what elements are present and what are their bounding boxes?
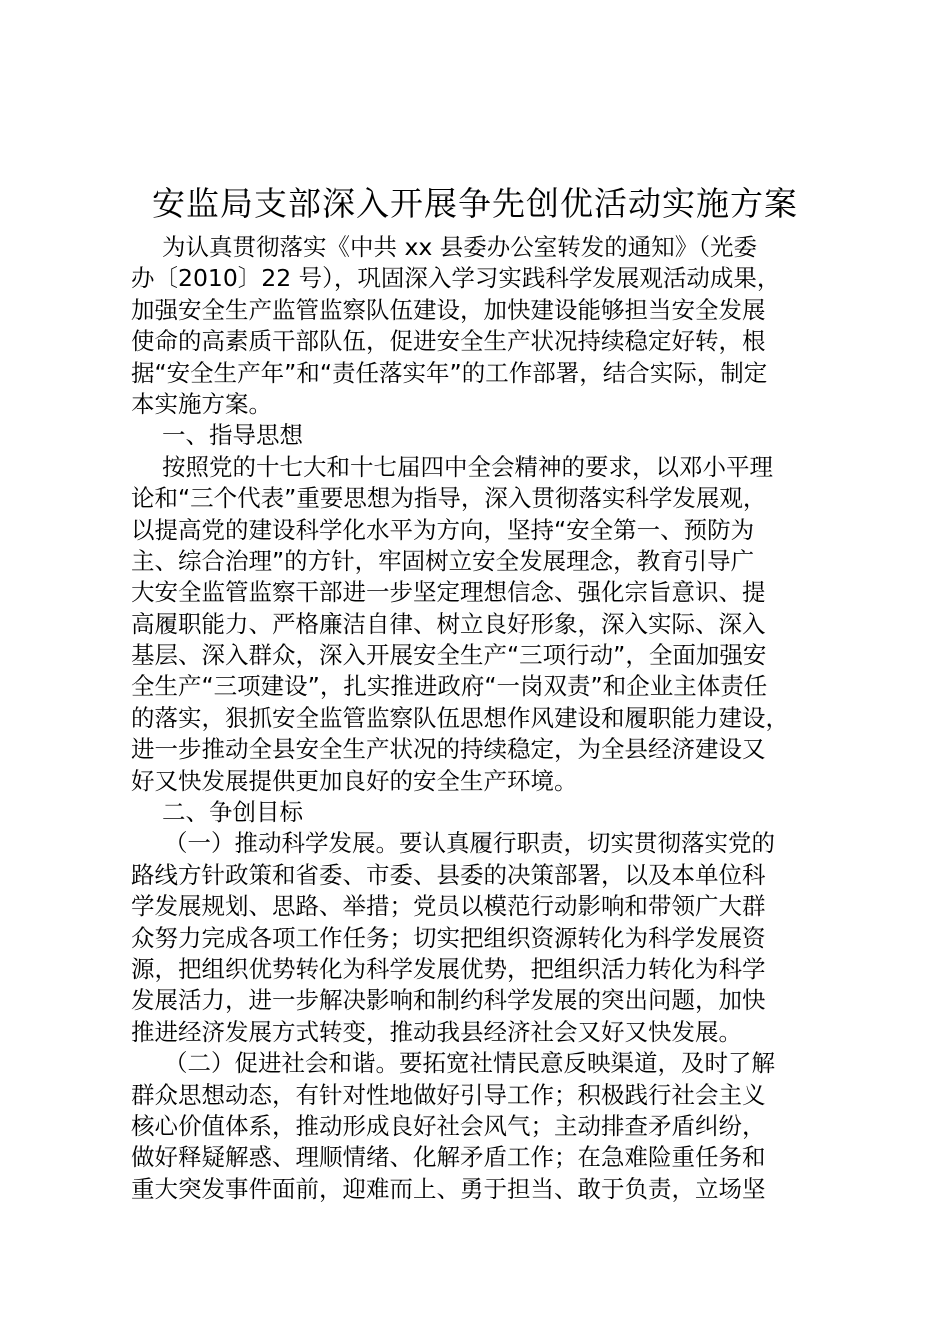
paragraph-line: 路线方针政策和省委、市委、县委的决策部署，以及本单位科	[131, 860, 766, 889]
paragraph-line: 学发展规划、思路、举措；党员以模范行动影响和带领广大群	[131, 892, 766, 921]
paragraph-line: 基层、深入群众，深入开展安全生产“三项行动”，全面加强安	[131, 641, 767, 670]
paragraph-line: 以提高党的建设科学化水平为方向，坚持“安全第一、预防为	[131, 515, 755, 544]
paragraph-line: 论和“三个代表”重要思想为指导，深入贯彻落实科学发展观，	[131, 484, 767, 513]
paragraph-line: 据“安全生产年”和“责任落实年”的工作部署，结合实际，制定	[131, 358, 768, 387]
paragraph-line: （二）促进社会和谐。要拓宽社情民意反映渠道，及时了解	[164, 1049, 775, 1078]
paragraph-line: 办〔2010〕22 号），巩固深入学习实践科学发展观活动成果，	[131, 264, 781, 293]
paragraph-line: 使命的高素质干部队伍，促进安全生产状况持续稳定好转，根	[131, 327, 766, 356]
paragraph-line: 按照党的十七大和十七届四中全会精神的要求，以邓小平理	[162, 452, 773, 481]
paragraph-line: 重大突发事件面前，迎难而上、勇于担当、敢于负责，立场坚	[131, 1174, 766, 1203]
paragraph-line: 加强安全生产监管监察队伍建设，加快建设能够担当安全发展	[131, 295, 766, 324]
paragraph-line: 群众思想动态，有针对性地做好引导工作；积极践行社会主义	[131, 1080, 766, 1109]
paragraph-line: 大安全监管监察干部进一步坚定理想信念、强化宗旨意识、提	[131, 578, 766, 607]
paragraph-line: 推进经济发展方式转变，推动我县经济社会又好又快发展。	[131, 1017, 742, 1046]
paragraph-line: 高履职能力、严格廉洁自律、树立良好形象，深入实际、深入	[131, 609, 766, 638]
document-title: 安监局支部深入开展争先创优活动实施方案	[152, 184, 798, 223]
paragraph-line: 主、综合治理”的方针，牢固树立安全发展理念，教育引导广	[131, 546, 755, 575]
paragraph-line: 发展活力，进一步解决影响和制约科学发展的突出问题，加快	[131, 986, 766, 1015]
paragraph-line: 核心价值体系，推动形成良好社会风气；主动排查矛盾纠纷，	[131, 1111, 766, 1140]
document-body	[131, 232, 831, 1205]
paragraph-line: 好又快发展提供更加良好的安全生产环境。	[131, 766, 578, 795]
paragraph-line: 进一步推动全县安全生产状况的持续稳定，为全县经济建设又	[131, 735, 766, 764]
section-heading: 二、争创目标	[162, 798, 303, 827]
paragraph-line: 为认真贯彻落实《中共 xx 县委办公室转发的通知》（光委	[162, 233, 758, 261]
paragraph-line: 的落实，狠抓安全监管监察队伍思想作风建设和履职能力建设，	[131, 703, 789, 732]
paragraph-line: 本实施方案。	[131, 389, 272, 418]
paragraph-line: 全生产“三项建设”，扎实推进政府“一岗双责”和企业主体责任	[131, 672, 768, 701]
paragraph-line: （一）推动科学发展。要认真履行职责，切实贯彻落实党的	[164, 829, 775, 858]
section-heading: 一、指导思想	[162, 421, 303, 450]
paragraph-line: 做好释疑解惑、理顺情绪、化解矛盾工作；在急难险重任务和	[131, 1143, 766, 1172]
paragraph-line: 源，把组织优势转化为科学发展优势，把组织活力转化为科学	[131, 954, 766, 983]
paragraph-line: 众努力完成各项工作任务；切实把组织资源转化为科学发展资	[131, 923, 766, 952]
